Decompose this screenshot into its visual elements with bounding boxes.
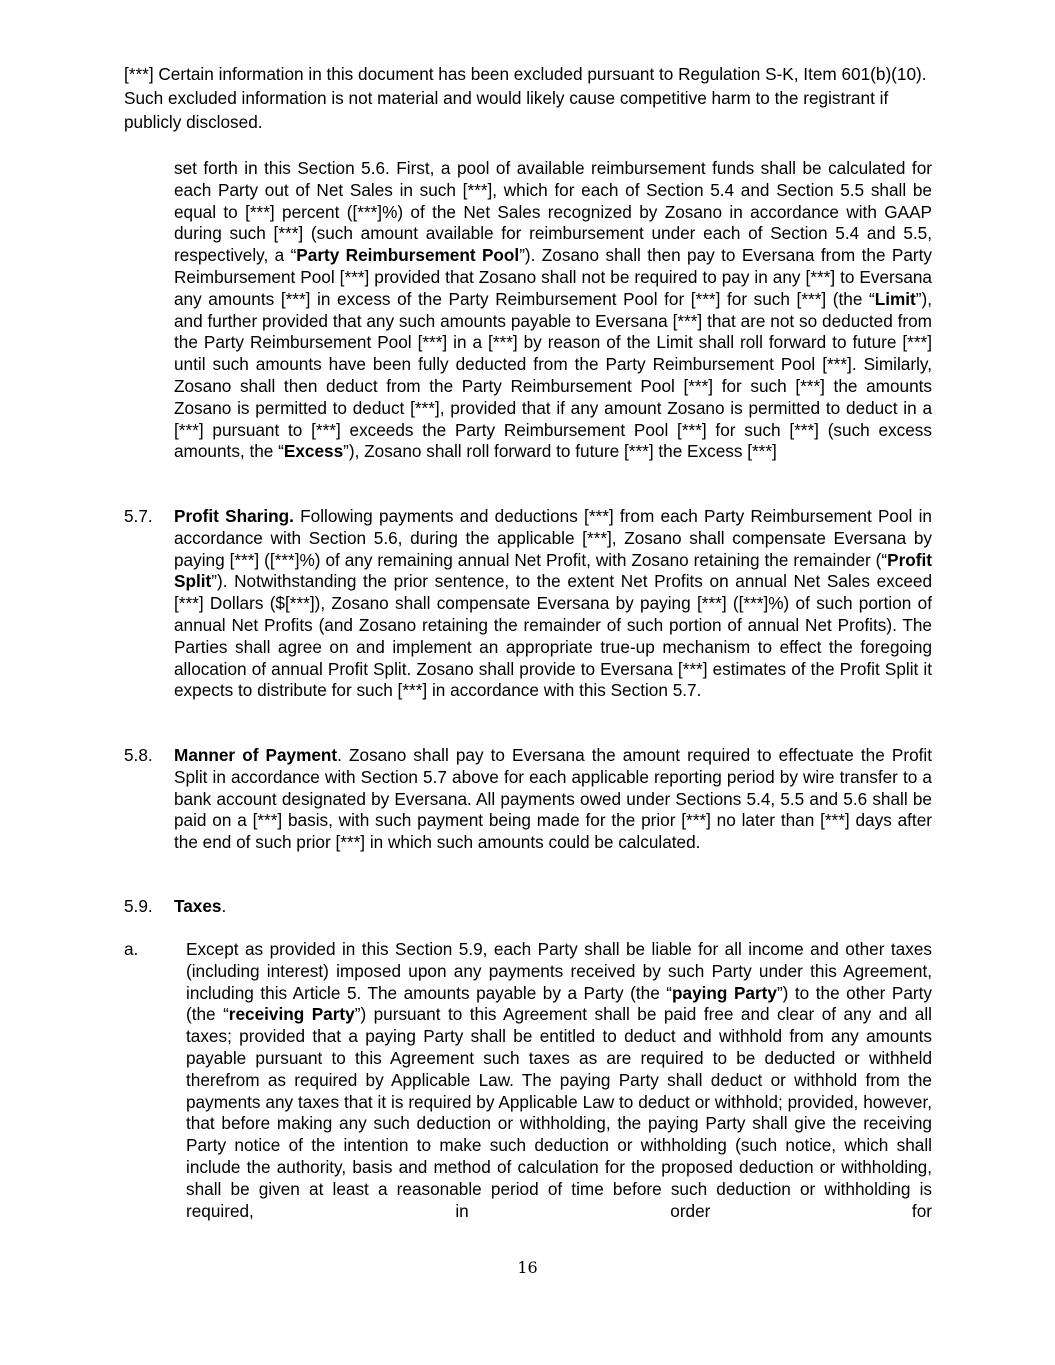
subsection-a-label: a. — [124, 939, 139, 959]
section-5-8-text-1: . Zosano shall pay to Eversana the amount required to effectuate the Profit Split in accordance with Section 5.7 above for each applicable reporting period by wire transfer to a bank account designated by Eversana. All payments owed under Sections 5.4, 5.5 and 5.6 shall be paid on a [***] basis, with such payment being made for the prior [***] no later than [***] days after the end of such prior [***] in which such amounts could be calculated. — [174, 745, 932, 853]
section-5-6-text-2: ”). Zosano shall then pay to Eversana from the Party Reimbursement Pool [***] provided that Zosano shall not be required to pay in any [***] to Eversana any amounts [***] in excess of the Party Reimbursement Pool for [***] for such [***] (the “ — [174, 245, 932, 309]
section-5-9-period: . — [221, 896, 227, 916]
section-5-6-text-4: ”), Zosano shall roll forward to future [***] the Excess [***] — [343, 441, 777, 462]
subsection-a-text-2: ”) to the other Party (the “ — [186, 982, 932, 1025]
page-number: 16 — [517, 1258, 538, 1277]
subsection-a — [186, 939, 932, 1222]
defined-term-limit: Limit — [874, 288, 916, 309]
section-5-7-text-2: ”). Notwithstanding the prior sentence, to the extent Net Profits on annual Net Sales exceed [***] Dollars ($[***]), Zosano shall compensate Eversana by paying [***] ([***]%) of such portion of annual Net Profits (and Zosano retaining the remainder of such portion of annual Net Profits). The Parties shall agree on and implement an appropriate true-up mechanism to effect the foregoing allocation of annual Profit Split. Zosano shall provide to Eversana [***] estimates of the Profit Split it expects to distribute for such [***] in accordance with this Section 5.7. — [174, 571, 932, 701]
section-5-9-heading-line — [174, 896, 226, 918]
defined-term-profit-split: Profit Split — [174, 549, 932, 592]
section-5-6-text-3: ”), and further provided that any such amounts payable to Eversana [***] that are not so deducted from the Party Reimbursement Pool [***] in a [***] by reason of the Limit shall roll forward to future [***] until such amounts have been fully deducted from the Party Reimbursement Pool [***]. Similarly, Zosano shall then deduct from the Party Reimbursement Pool [***] for such [***] the amounts Zosano is permitted to deduct [***], provided that if any amount Zosano is permitted to deduct in a [***] pursuant to [***] exceeds the Party Reimbursement Pool [***] for such [***] (such excess amounts, the “ — [174, 288, 932, 462]
section-5-7 — [174, 506, 932, 702]
subsection-a-text-3: ”) pursuant to this Agreement shall be paid free and clear of any and all taxes; provided that a paying Party shall be entitled to deduct and withhold from any amounts payable pursuant to this Agreement such taxes as are required to be deducted or withheld therefrom as required by Applicable Law. The paying Party shall deduct or withhold from the payments any taxes that it is required by Applicable Law to deduct or withhold; provided, however, that before making any such deduction or withholding, the paying Party shall give the receiving Party notice of the intention to make such deduction or withholding (such notice, which shall include the authority, basis and method of calculation for the proposed deduction or withholding, shall be given at least a reasonable period of time before such deduction or withholding is required, in order for — [186, 1004, 932, 1221]
section-5-7-text-1: Following payments and deductions [***] from each Party Reimbursement Pool in accordance with Section 5.6, during the applicable [***], Zosano shall compensate Eversana by paying [***] ([***]%) of any remaining annual Net Profit, with Zosano retaining the remainder (“ — [174, 506, 932, 570]
section-5-6-continuation — [174, 158, 932, 463]
section-5-9-number: 5.9. — [124, 896, 153, 916]
section-5-9-heading: Taxes — [174, 896, 222, 916]
defined-term-paying-party: paying Party — [672, 982, 777, 1003]
defined-term-party-reimbursement-pool: Party Reimbursement Pool — [296, 245, 520, 266]
section-5-7-heading: Profit Sharing. — [174, 506, 294, 526]
section-5-8-number: 5.8. — [124, 745, 153, 765]
defined-term-receiving-party: receiving Party — [228, 1004, 355, 1025]
section-5-8-heading: Manner of Payment — [174, 745, 338, 765]
defined-term-excess: Excess — [283, 441, 344, 462]
section-5-7-number: 5.7. — [124, 506, 153, 526]
subsection-a-text-1: Except as provided in this Section 5.9, each Party shall be liable for all income and other taxes (including interest) imposed upon any payments received by such Party under this Agreement, including this Article 5. The amounts payable by a Party (the “ — [186, 939, 932, 1003]
section-5-6-text-1: set forth in this Section 5.6. First, a pool of available reimbursement funds shall be calculated for each Party out of Net Sales in such [***], which for each of Section 5.4 and Section 5.5 shall be equal to [***] percent ([***]%) of the Net Sales recognized by Zosano in accordance with GAAP during such [***] (such amount available for reimbursement under each of Section 5.4 and 5.5, respectively, a “ — [174, 158, 932, 266]
section-5-8 — [174, 745, 932, 854]
redaction-notice: [***] Certain information in this document has been excluded pursuant to Regulation S-K, Item 601(b)(10). Such excluded information is not material and would likely cause competitive harm to the registrant if publicly disclosed. — [124, 64, 927, 132]
